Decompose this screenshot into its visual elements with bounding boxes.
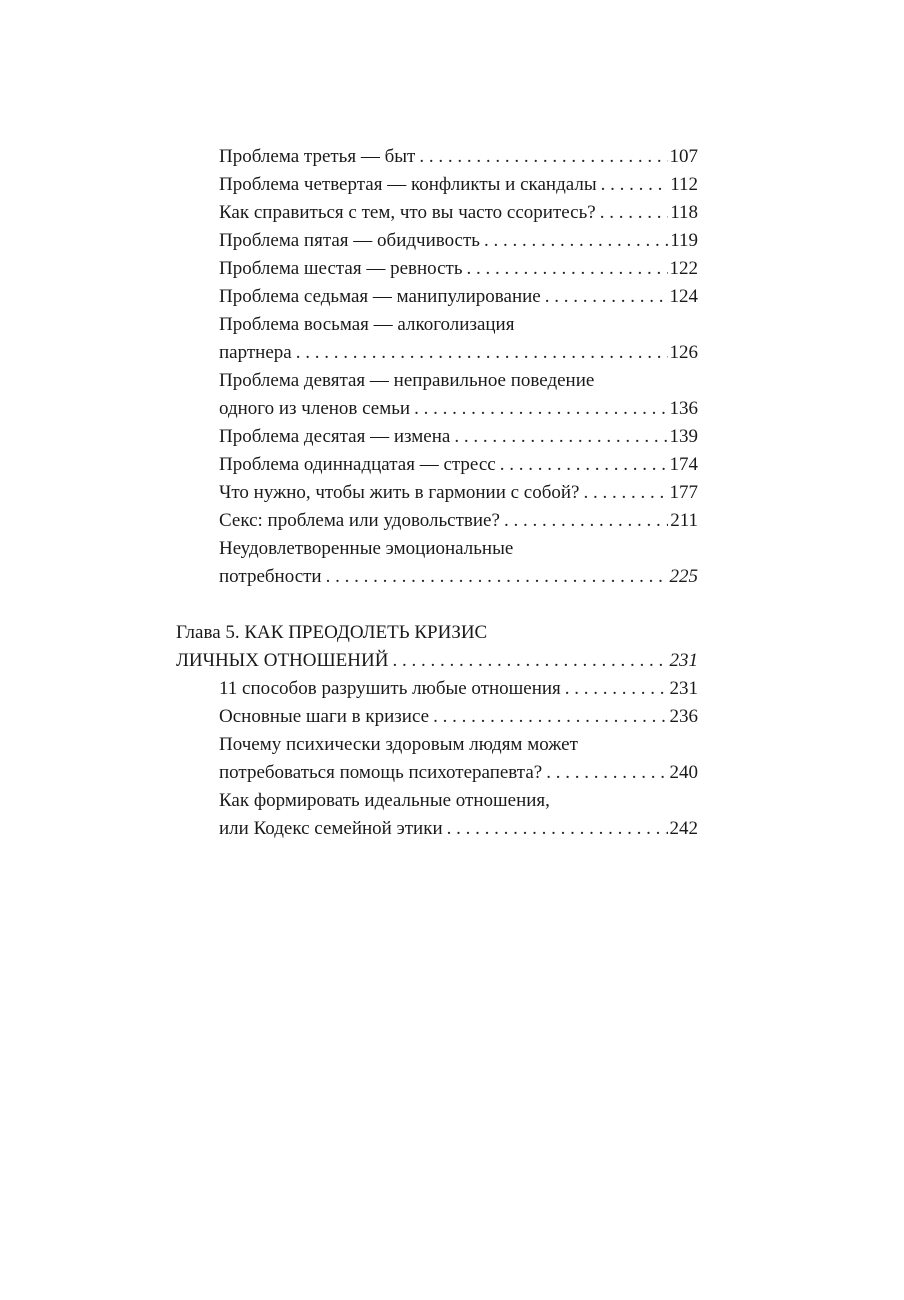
toc-entry: [176, 311, 698, 367]
toc-entry: [176, 731, 698, 787]
toc-entry-title: Секс: проблема или удовольствие?: [219, 510, 500, 531]
dot-leader: [292, 339, 668, 367]
toc-entry-title: Проблема четвертая — конфликты и скандалы: [219, 174, 597, 195]
dot-leader: [322, 563, 668, 591]
toc-entry-title: потребности: [219, 566, 322, 587]
toc-entry-title: Основные шаги в кризисе: [219, 706, 430, 727]
chapter-title: ЛИЧНЫХ ОТНОШЕНИЙ: [176, 650, 389, 671]
toc-entry-title-line1: Проблема восьмая — алкоголизация: [219, 314, 515, 335]
dot-leader: [480, 227, 668, 255]
chapter-spacer: [176, 591, 698, 619]
dot-leader: [388, 647, 668, 675]
toc-page-number: 112: [670, 174, 698, 195]
toc-entry-title-line1: Почему психически здоровым людям может: [219, 734, 578, 755]
toc-entry: [176, 255, 698, 283]
toc-entry-title: Проблема шестая — ревность: [219, 258, 463, 279]
toc-entry: [176, 535, 698, 591]
toc-entry: [176, 367, 698, 423]
toc-page-number: 136: [669, 398, 698, 419]
toc-entry-title: Что нужно, чтобы жить в гармонии с собой?: [219, 482, 580, 503]
dot-leader: [415, 143, 668, 171]
toc-entry: [176, 227, 698, 255]
toc-page-number: 211: [670, 510, 698, 531]
toc-page-number: 231: [669, 678, 698, 699]
toc-page-number: 119: [670, 230, 698, 251]
toc-page-number: 242: [669, 818, 698, 839]
toc-entry-title: потребоваться помощь психотерапевта?: [219, 762, 543, 783]
dot-leader: [597, 171, 668, 199]
toc-entry-title-line1: Проблема девятая — неправильное поведение: [219, 370, 595, 391]
toc-page-number: 231: [669, 650, 698, 671]
toc-entry: [176, 787, 698, 843]
toc-entry: [176, 675, 698, 703]
toc-page-number: 177: [669, 482, 698, 503]
chapter-title-line1: Глава 5. КАК ПРЕОДОЛЕТЬ КРИЗИС: [176, 622, 488, 643]
toc-chapter-heading: [176, 619, 698, 675]
toc-entry-title: Проблема десятая — измена: [219, 426, 451, 447]
toc-entry-title-line1: Неудовлетворенные эмоциональные: [219, 538, 514, 559]
toc-entry-title: Проблема третья — быт: [219, 146, 416, 167]
dot-leader: [542, 759, 668, 787]
toc-entry-title: Как справиться с тем, что вы часто ссоритесь?: [219, 202, 596, 223]
toc-entry: [176, 451, 698, 479]
toc-entry-title: Проблема седьмая — манипулирование: [219, 286, 541, 307]
toc-page-number: 107: [669, 146, 698, 167]
toc-entry: [176, 423, 698, 451]
toc-page-number: 122: [669, 258, 698, 279]
dot-leader: [410, 395, 668, 423]
toc-entry: [176, 171, 698, 199]
toc-entry: [176, 507, 698, 535]
dot-leader: [500, 507, 668, 535]
toc-page-number: 126: [669, 342, 698, 363]
toc-page-number: 236: [669, 706, 698, 727]
toc-page-number: 174: [669, 454, 698, 475]
toc-page-number: 118: [670, 202, 698, 223]
dot-leader: [443, 815, 668, 843]
toc-entry: [176, 199, 698, 227]
toc-entry: [176, 479, 698, 507]
toc-entry-title: или Кодекс семейной этики: [219, 818, 443, 839]
dot-leader: [596, 199, 668, 227]
toc-page-number: 240: [669, 762, 698, 783]
toc-entry-title: Проблема одиннадцатая — стресс: [219, 454, 496, 475]
toc-entry: [176, 283, 698, 311]
toc-page-number: 124: [669, 286, 698, 307]
dot-leader: [541, 283, 668, 311]
dot-leader: [450, 423, 668, 451]
toc-entry-title: одного из членов семьи: [219, 398, 411, 419]
dot-leader: [463, 255, 668, 283]
toc-entry-title-line1: Как формировать идеальные отношения,: [219, 790, 550, 811]
toc-page-number: 225: [669, 566, 698, 587]
dot-leader: [496, 451, 668, 479]
dot-leader: [580, 479, 669, 507]
toc-entry: [176, 143, 698, 171]
toc-entry-title: 11 способов разрушить любые отношения: [219, 678, 561, 699]
toc-entry: [176, 703, 698, 731]
dot-leader: [561, 675, 668, 703]
table-of-contents: [176, 143, 698, 843]
toc-entry-title: Проблема пятая — обидчивость: [219, 230, 480, 251]
dot-leader: [429, 703, 668, 731]
toc-entry-title: партнера: [219, 342, 292, 363]
toc-page-number: 139: [669, 426, 698, 447]
